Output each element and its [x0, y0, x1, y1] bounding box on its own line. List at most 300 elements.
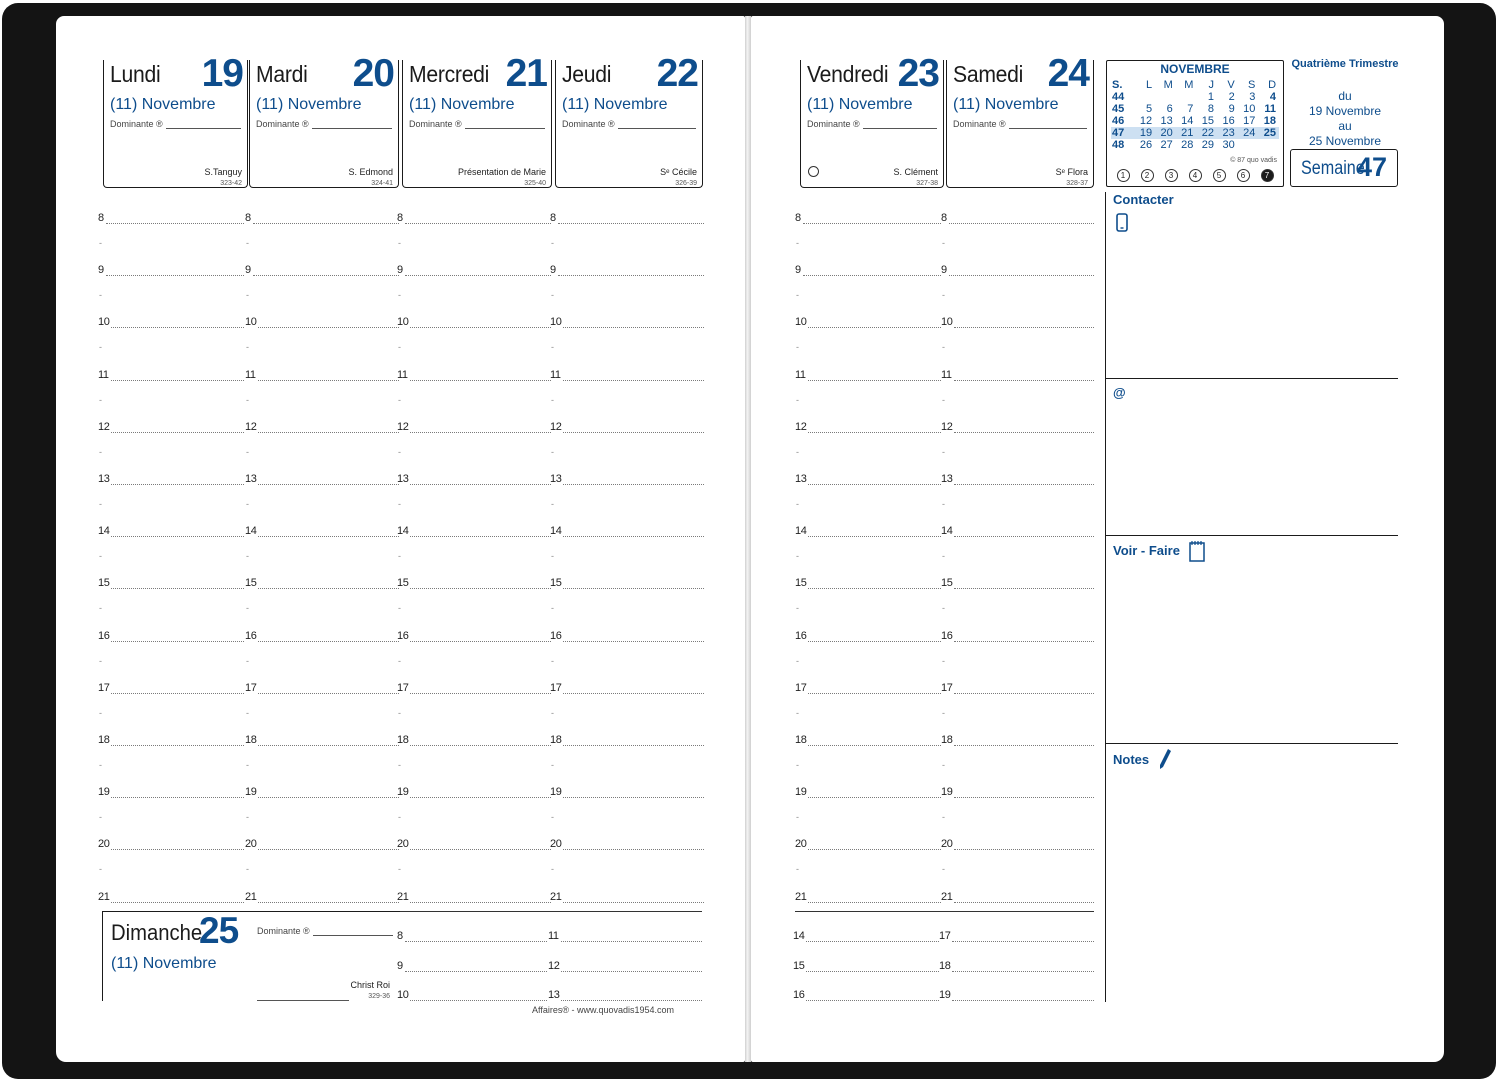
- hour-row[interactable]: [550, 525, 704, 539]
- voir-faire-title: Voir - Faire: [1113, 543, 1180, 558]
- hour-row[interactable]: [941, 891, 1094, 905]
- hour-label: 17: [98, 681, 110, 694]
- hour-row[interactable]: [397, 421, 551, 435]
- half-hour-mark: -: [398, 603, 401, 614]
- hour-row[interactable]: [550, 786, 704, 800]
- notepad-icon: [1188, 540, 1206, 567]
- day-samedi-header: [946, 52, 1094, 188]
- half-hour-mark: -: [246, 603, 249, 614]
- hour-label: 10: [245, 316, 257, 329]
- hour-row[interactable]: [397, 989, 547, 1003]
- hour-row[interactable]: [941, 682, 1094, 696]
- day-mardi-number: 20: [352, 52, 394, 95]
- mini-calendar-day[interactable]: 9: [1228, 103, 1235, 115]
- half-hour-mark: -: [99, 655, 102, 666]
- mini-calendar-day[interactable]: 30: [1222, 139, 1235, 151]
- hour-line: [111, 327, 244, 328]
- day-mercredi-dominante[interactable]: [409, 119, 545, 129]
- half-hour-mark: -: [796, 707, 799, 718]
- hour-line: [253, 275, 399, 276]
- hour-row[interactable]: [939, 989, 1094, 1003]
- mini-calendar-day[interactable]: 1: [1207, 91, 1215, 103]
- mini-calendar-header: S: [1248, 79, 1256, 91]
- hour-row[interactable]: [941, 525, 1094, 539]
- hour-row[interactable]: [397, 525, 551, 539]
- hour-line: [111, 693, 244, 694]
- hour-row[interactable]: [245, 891, 399, 905]
- mini-calendar-day[interactable]: 15: [1201, 115, 1215, 127]
- weekend-extra-hours-a: [793, 930, 939, 1010]
- hour-row[interactable]: [795, 891, 941, 905]
- half-hour-mark: -: [551, 446, 554, 457]
- hour-row[interactable]: [550, 264, 704, 278]
- hour-label: 18: [397, 734, 409, 746]
- contacter-panel[interactable]: [1105, 192, 1398, 379]
- hour-row[interactable]: [941, 316, 1094, 330]
- mini-calendar-week-row: [1111, 91, 1279, 103]
- hour-row[interactable]: [548, 930, 702, 944]
- day-vendredi-dominante-label: Dominante ®: [807, 119, 860, 129]
- half-hour-mark: -: [942, 864, 945, 875]
- mini-calendar-day[interactable]: 28: [1181, 139, 1194, 151]
- hour-row[interactable]: [550, 577, 704, 591]
- mini-calendar-day[interactable]: [1155, 91, 1176, 103]
- hour-label: 21: [550, 890, 562, 903]
- hour-line: [258, 327, 399, 328]
- mini-calendar-week-number: 47: [1112, 127, 1125, 139]
- hour-row[interactable]: [548, 960, 702, 974]
- hour-row[interactable]: [98, 630, 244, 644]
- hour-label: 14: [245, 525, 257, 538]
- hour-line: [258, 380, 399, 381]
- hour-row[interactable]: [795, 316, 941, 330]
- day-mardi-dominante[interactable]: [256, 119, 392, 129]
- hour-column-mardi: [245, 212, 399, 912]
- mini-calendar-week-number: 46: [1112, 115, 1125, 127]
- hour-row[interactable]: [941, 577, 1094, 591]
- day-vendredi-day-code: 327-38: [916, 180, 938, 187]
- mini-calendar-day[interactable]: 3: [1249, 91, 1256, 103]
- sunday-number: 25: [199, 910, 239, 951]
- hour-row[interactable]: [795, 473, 941, 487]
- hour-row[interactable]: [245, 682, 399, 696]
- hour-line: [808, 641, 941, 642]
- hour-row[interactable]: [98, 682, 244, 696]
- hour-row[interactable]: [245, 525, 399, 539]
- day-mercredi-dominante-label: Dominante ®: [409, 119, 462, 129]
- mini-calendar-day[interactable]: 11: [1264, 103, 1277, 115]
- sunday-hours-morning: [397, 930, 547, 1010]
- hour-label: 11: [548, 930, 559, 942]
- hour-row[interactable]: [98, 473, 244, 487]
- contacter-title: Contacter: [1113, 192, 1174, 207]
- hour-line: [253, 223, 399, 224]
- hour-row[interactable]: [550, 838, 704, 852]
- hour-row[interactable]: [397, 682, 551, 696]
- hour-row[interactable]: [550, 734, 704, 748]
- hour-row[interactable]: [245, 838, 399, 852]
- hour-row[interactable]: [941, 369, 1094, 383]
- hour-line: [808, 432, 941, 433]
- hour-row[interactable]: [98, 316, 244, 330]
- hour-line: [410, 902, 551, 903]
- mini-calendar-day[interactable]: 20: [1160, 127, 1173, 139]
- hour-line: [806, 971, 939, 972]
- hour-line: [258, 797, 399, 798]
- half-hour-mark: -: [99, 290, 102, 301]
- hour-label: 19: [397, 786, 409, 799]
- half-hour-mark: -: [942, 707, 945, 718]
- hour-row[interactable]: [98, 369, 244, 383]
- hour-row[interactable]: [941, 734, 1094, 748]
- voir-faire-panel[interactable]: [1105, 540, 1398, 744]
- hour-row[interactable]: [98, 786, 244, 800]
- hour-row[interactable]: [795, 369, 941, 383]
- mini-calendar-day[interactable]: 7: [1187, 103, 1194, 115]
- hour-row[interactable]: [941, 421, 1094, 435]
- hour-label: 14: [550, 525, 562, 538]
- mini-calendar-day[interactable]: 10: [1243, 103, 1256, 115]
- hour-line: [561, 941, 702, 942]
- day-mardi-header: [249, 52, 399, 188]
- hour-row[interactable]: [550, 369, 704, 383]
- mini-calendar-day[interactable]: 25: [1263, 127, 1277, 139]
- hour-row[interactable]: [793, 960, 939, 974]
- day-lundi-name: Lundi: [110, 61, 161, 87]
- hour-line: [808, 693, 941, 694]
- hour-row[interactable]: [98, 421, 244, 435]
- mini-calendar-day[interactable]: 29: [1201, 139, 1215, 151]
- hour-row[interactable]: [941, 630, 1094, 644]
- day-lundi-header: [103, 52, 248, 188]
- mini-calendar-day[interactable]: 5: [1145, 103, 1153, 115]
- mini-calendar-day[interactable]: 13: [1160, 115, 1173, 127]
- mini-calendar-day[interactable]: [1134, 91, 1155, 103]
- hour-row[interactable]: [245, 577, 399, 591]
- hour-row[interactable]: [795, 734, 941, 748]
- hour-line: [106, 275, 244, 276]
- hour-line: [803, 275, 941, 276]
- hour-label: 11: [795, 368, 806, 381]
- range-au: au: [1338, 119, 1352, 133]
- hour-row[interactable]: [245, 369, 399, 383]
- hour-row[interactable]: [793, 930, 939, 944]
- hour-row[interactable]: [98, 577, 244, 591]
- half-hour-mark: -: [398, 812, 401, 823]
- hour-row[interactable]: [397, 577, 551, 591]
- hour-row[interactable]: [397, 734, 551, 748]
- half-hour-mark: -: [551, 760, 554, 770]
- half-hour-mark: -: [398, 760, 401, 770]
- hour-label: 12: [548, 959, 560, 972]
- hour-label: 19: [941, 786, 953, 799]
- hour-label: 19: [550, 786, 562, 799]
- hour-label: 20: [941, 838, 953, 851]
- hour-line: [808, 745, 941, 746]
- hour-line: [558, 223, 704, 224]
- hour-label: 19: [939, 989, 951, 1001]
- hour-line: [410, 693, 551, 694]
- half-hour-mark: -: [99, 707, 102, 718]
- email-panel[interactable]: [1105, 379, 1398, 536]
- hour-row[interactable]: [795, 577, 941, 591]
- notes-panel[interactable]: [1105, 748, 1398, 1002]
- mini-calendar-day[interactable]: 26: [1139, 139, 1153, 151]
- hour-line: [410, 797, 551, 798]
- hour-label: 16: [941, 629, 953, 642]
- mini-calendar-day[interactable]: 12: [1139, 115, 1153, 127]
- day-jeudi-dominante-line: [618, 120, 696, 129]
- sunday-note-line[interactable]: [257, 1000, 349, 1001]
- sunday-block: [102, 911, 400, 1001]
- half-hour-mark: -: [398, 342, 401, 353]
- hour-row[interactable]: [98, 212, 244, 226]
- hour-label: 11: [397, 368, 408, 381]
- mini-calendar-day[interactable]: 18: [1263, 115, 1277, 127]
- half-hour-mark: -: [551, 707, 554, 718]
- hour-row[interactable]: [98, 525, 244, 539]
- hour-row[interactable]: [795, 264, 941, 278]
- mini-calendar-week-row: [1111, 127, 1279, 139]
- hour-row[interactable]: [550, 473, 704, 487]
- mini-calendar-day[interactable]: 19: [1139, 127, 1153, 139]
- hour-row[interactable]: [795, 786, 941, 800]
- day-mercredi-day-code: 325-40: [524, 180, 546, 187]
- sunday-dominante[interactable]: [257, 926, 393, 936]
- mini-calendar-day[interactable]: [1176, 91, 1197, 103]
- mini-calendar-day[interactable]: [1258, 139, 1279, 151]
- hour-row[interactable]: [397, 891, 551, 905]
- hour-row[interactable]: [793, 989, 939, 1003]
- hour-row[interactable]: [397, 930, 547, 944]
- hour-label: 13: [550, 473, 562, 485]
- day-mardi-month: (11) Novembre: [256, 96, 362, 113]
- mini-calendar-day[interactable]: 6: [1166, 103, 1173, 115]
- hour-row[interactable]: [550, 212, 704, 226]
- hour-label: 14: [397, 525, 409, 538]
- hour-row[interactable]: [939, 930, 1094, 944]
- hour-line: [111, 432, 244, 433]
- hour-row[interactable]: [941, 473, 1094, 487]
- mini-calendar-day[interactable]: [1238, 139, 1259, 151]
- hour-row[interactable]: [245, 786, 399, 800]
- mini-calendar-day[interactable]: 8: [1207, 103, 1215, 115]
- mini-calendar-day[interactable]: 22: [1201, 127, 1215, 139]
- day-vendredi-dominante[interactable]: [807, 119, 937, 129]
- half-hour-mark: -: [398, 551, 401, 562]
- hour-label: 21: [941, 890, 953, 903]
- hour-label: 16: [550, 629, 562, 642]
- hour-row[interactable]: [550, 891, 704, 905]
- mini-calendar-day[interactable]: 14: [1181, 115, 1194, 127]
- mini-calendar-day[interactable]: 23: [1222, 127, 1235, 139]
- hour-line: [111, 745, 244, 746]
- hour-label: 9: [245, 264, 251, 277]
- day-vendredi-month: (11) Novembre: [807, 96, 913, 113]
- half-hour-mark: -: [398, 864, 401, 875]
- right-page-divider: [1105, 192, 1106, 1002]
- range-du: du: [1338, 89, 1352, 103]
- hour-row[interactable]: [941, 212, 1094, 226]
- mini-calendar-week-number: 48: [1112, 139, 1125, 151]
- hour-row[interactable]: [795, 630, 941, 644]
- hour-line: [563, 745, 704, 746]
- hour-row[interactable]: [397, 473, 551, 487]
- hour-label: 13: [98, 473, 110, 485]
- mini-calendar-day[interactable]: 17: [1243, 115, 1256, 127]
- hour-label: 18: [941, 734, 953, 746]
- hour-row[interactable]: [397, 369, 551, 383]
- hour-row[interactable]: [245, 421, 399, 435]
- mini-calendar-day[interactable]: 27: [1160, 139, 1173, 151]
- hour-row[interactable]: [550, 316, 704, 330]
- half-hour-mark: -: [942, 551, 945, 562]
- hour-label: 17: [941, 681, 953, 694]
- hour-line: [410, 484, 551, 485]
- hour-line: [410, 849, 551, 850]
- hour-row[interactable]: [550, 630, 704, 644]
- half-hour-mark: -: [99, 864, 102, 875]
- hour-line: [808, 536, 941, 537]
- hour-row[interactable]: [550, 421, 704, 435]
- hour-row[interactable]: [397, 316, 551, 330]
- day-mercredi-number: 21: [505, 52, 547, 95]
- hour-row[interactable]: [397, 960, 547, 974]
- mini-calendar-title: NOVEMBRE: [1160, 62, 1230, 76]
- hour-column-vendredi: [795, 212, 941, 912]
- hour-label: 15: [245, 577, 257, 590]
- mini-calendar-day[interactable]: 2: [1228, 91, 1235, 103]
- hour-column-lundi: [98, 212, 244, 912]
- hour-row[interactable]: [939, 960, 1094, 974]
- half-hour-mark: -: [99, 394, 102, 405]
- hour-label: 10: [397, 989, 409, 1001]
- hour-label: 11: [941, 368, 952, 381]
- hour-line: [808, 902, 941, 903]
- mini-calendar-day[interactable]: 4: [1269, 91, 1277, 103]
- hour-row[interactable]: [550, 682, 704, 696]
- hour-line: [803, 223, 941, 224]
- hour-row[interactable]: [795, 421, 941, 435]
- hour-label: 8: [245, 212, 251, 224]
- day-samedi-dominante[interactable]: [953, 119, 1087, 129]
- hour-row[interactable]: [98, 734, 244, 748]
- hour-row[interactable]: [98, 891, 244, 905]
- hour-line: [563, 536, 704, 537]
- mini-calendar-header: V: [1227, 79, 1235, 91]
- hour-label: 10: [550, 316, 562, 329]
- hour-label: 16: [793, 989, 805, 1001]
- day-lundi-number: 19: [201, 52, 243, 95]
- hour-row[interactable]: [795, 212, 941, 226]
- hour-row[interactable]: [245, 212, 399, 226]
- hour-row[interactable]: [795, 682, 941, 696]
- day-samedi-saint: Sᵉ Flora: [1055, 167, 1088, 177]
- half-hour-mark: -: [551, 238, 554, 248]
- hour-row[interactable]: [245, 316, 399, 330]
- half-hour-mark: -: [796, 290, 799, 301]
- hour-line: [954, 432, 1094, 433]
- hour-row[interactable]: [98, 838, 244, 852]
- day-jeudi-dominante[interactable]: [562, 119, 696, 129]
- hour-label: 16: [98, 629, 110, 642]
- hour-row[interactable]: [245, 264, 399, 278]
- quarter-title: Quatrième Trimestre: [1291, 58, 1399, 70]
- half-hour-mark: -: [942, 394, 945, 405]
- hour-row[interactable]: [245, 630, 399, 644]
- hour-row[interactable]: [795, 838, 941, 852]
- hour-label: 18: [939, 959, 951, 972]
- hour-row[interactable]: [941, 264, 1094, 278]
- hour-row[interactable]: [397, 264, 551, 278]
- hour-row[interactable]: [397, 786, 551, 800]
- day-samedi-number: 24: [1047, 52, 1089, 95]
- range-to: 25 Novembre: [1308, 134, 1382, 148]
- mini-calendar-day[interactable]: 16: [1222, 115, 1235, 127]
- hour-row[interactable]: [397, 838, 551, 852]
- hour-row[interactable]: [245, 734, 399, 748]
- hour-line: [563, 693, 704, 694]
- hour-label: 15: [793, 959, 805, 972]
- hour-line: [952, 971, 1094, 972]
- hour-label: 13: [245, 473, 257, 485]
- hour-line: [808, 327, 941, 328]
- day-lundi-dominante[interactable]: [110, 119, 241, 129]
- hour-line: [410, 380, 551, 381]
- hour-line: [808, 797, 941, 798]
- mini-calendar-day[interactable]: 24: [1243, 127, 1256, 139]
- hour-label: 15: [98, 577, 110, 590]
- hour-row[interactable]: [98, 264, 244, 278]
- day-samedi-day-code: 328-37: [1066, 180, 1088, 187]
- hour-row[interactable]: [795, 525, 941, 539]
- weekday-circle: 1: [1117, 169, 1130, 182]
- hour-row[interactable]: [397, 630, 551, 644]
- hour-line: [258, 849, 399, 850]
- half-hour-mark: -: [99, 499, 102, 509]
- hour-label: 21: [98, 890, 110, 903]
- hour-label: 15: [550, 577, 562, 590]
- hour-line: [954, 797, 1094, 798]
- hour-line: [563, 432, 704, 433]
- hour-label: 18: [795, 734, 807, 746]
- hour-label: 21: [795, 890, 807, 903]
- half-hour-mark: -: [796, 551, 799, 562]
- hour-row[interactable]: [941, 786, 1094, 800]
- hour-line: [954, 693, 1094, 694]
- half-hour-mark: -: [796, 238, 799, 248]
- hour-row[interactable]: [941, 838, 1094, 852]
- hour-column-samedi: [941, 212, 1094, 912]
- hour-row[interactable]: [397, 212, 551, 226]
- weekday-circle: 5: [1213, 169, 1226, 182]
- day-vendredi-name: Vendredi: [807, 61, 889, 87]
- hour-line: [111, 849, 244, 850]
- hour-row[interactable]: [548, 989, 702, 1003]
- half-hour-mark: -: [246, 394, 249, 405]
- hour-line: [954, 641, 1094, 642]
- day-mercredi-name: Mercredi: [409, 61, 490, 87]
- hour-label: 20: [397, 838, 409, 851]
- half-hour-mark: -: [796, 394, 799, 405]
- half-hour-mark: -: [246, 655, 249, 666]
- hour-row[interactable]: [245, 473, 399, 487]
- mini-calendar-day[interactable]: 21: [1181, 127, 1194, 139]
- half-hour-mark: -: [246, 760, 249, 770]
- mini-calendar-header-row: [1111, 79, 1279, 91]
- hour-label: 9: [397, 264, 403, 277]
- hour-line: [405, 941, 547, 942]
